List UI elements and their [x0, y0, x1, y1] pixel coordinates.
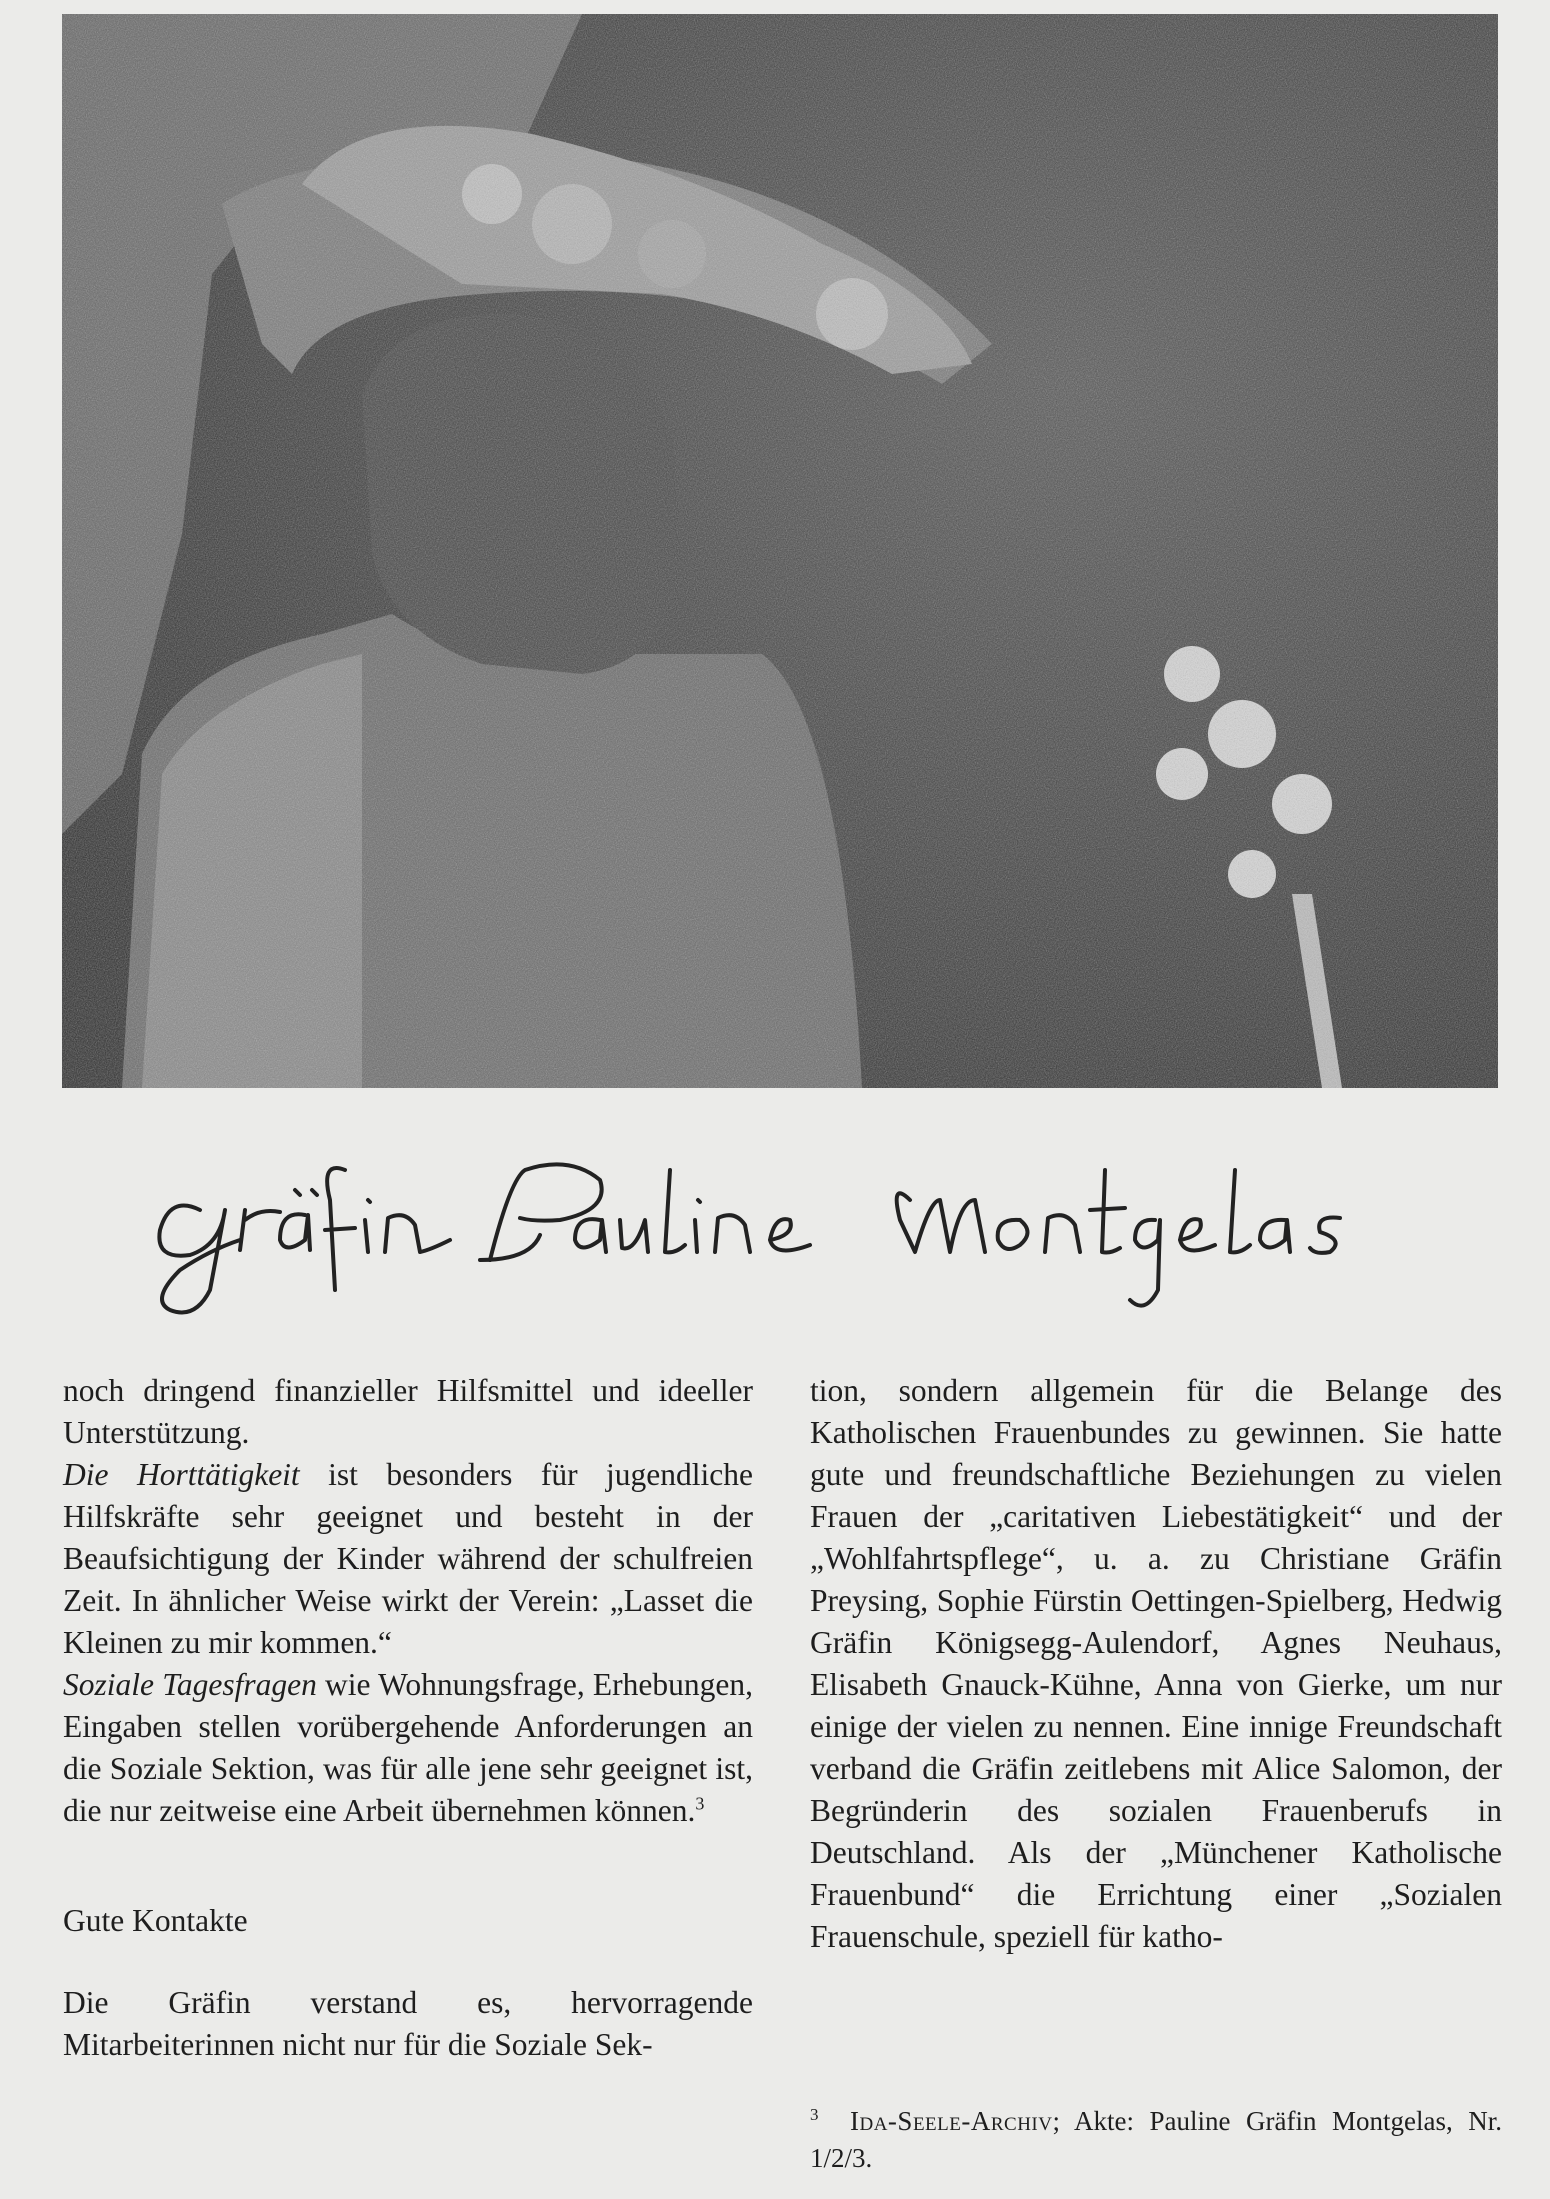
hort-term: Die Horttätigkeit [63, 1457, 300, 1492]
hort-text: ist besonders für jugendliche Hilfskräfte sehr geeignet und besteht in der Beaufsichtigung der Kinder während der schulfreien Zeit. In ähnlicher Weise wirkt der Verein: „Lasset die Kleinen zu mir kommen.“ [63, 1457, 753, 1660]
social-term: Soziale Tagesfragen [63, 1667, 317, 1702]
paragraph-hort [63, 1454, 753, 1664]
paragraph-social [63, 1664, 753, 1832]
paragraph-1: noch dringend finanzieller Hilfsmittel und ideeller Unterstützung. [63, 1373, 753, 1450]
portrait-photo-icon [62, 14, 1498, 1088]
footnote-ref: 3 [695, 1793, 705, 1814]
portrait-photo [62, 14, 1498, 1088]
section-heading: Gute Kontakte [63, 1903, 248, 1938]
left-column [63, 1370, 753, 2066]
right-column [810, 1370, 1502, 1958]
paragraph-right: tion, sondern allgemein für die Belange des Katholischen Frauenbundes zu gewinnen. Sie hatte gute und freundschaftliche Beziehungen zu vielen Frauen der „caritativen Liebestätigkeit“ und der „Wohlfahrtspflege“, u. a. zu Christiane Gräfin Preysing, Sophie Fürstin Oettingen-Spielberg, Hedwig Gräfin Königsegg-Aulendorf, Agnes Neuhaus, Elisabeth Gnauck-Kühne, Anna von Gierke, um nur einige der vielen zu nennen. Eine innige Freundschaft verband die Gräfin zeitlebens mit Alice Salomon, der Begründerin des sozialen Frauenberufs in Deutschland. Als der „Münchener Katholische Frauenbund“ die Errichtung einer „Sozialen Frauenschule, speziell für katho- [810, 1373, 1502, 1954]
footnote: 3 Ida-Seele-Archiv; Akte: Pauline Gräfin Montgelas, Nr. 1/2/3. [810, 2105, 1502, 2173]
signature-icon [130, 1140, 1410, 1320]
handwritten-signature [130, 1140, 1410, 1320]
footnote-archive: Ida-Seele-Archiv [850, 2106, 1053, 2136]
footnote-text: ; Akte: Pauline Gräfin Montgelas, Nr. 1/2/3. [810, 2106, 1502, 2173]
social-text: wie Wohnungsfrage, Erhebungen, Eingaben stellen vorübergehende Anforderungen an die Soziale Sektion, was für alle jene sehr geeignet ist, die nur zeitweise eine Arbeit übernehmen können. [63, 1667, 753, 1828]
paragraph-4: Die Gräfin verstand es, hervorragende Mitarbeiterinnen nicht nur für die Soziale Sek- [63, 1985, 753, 2062]
